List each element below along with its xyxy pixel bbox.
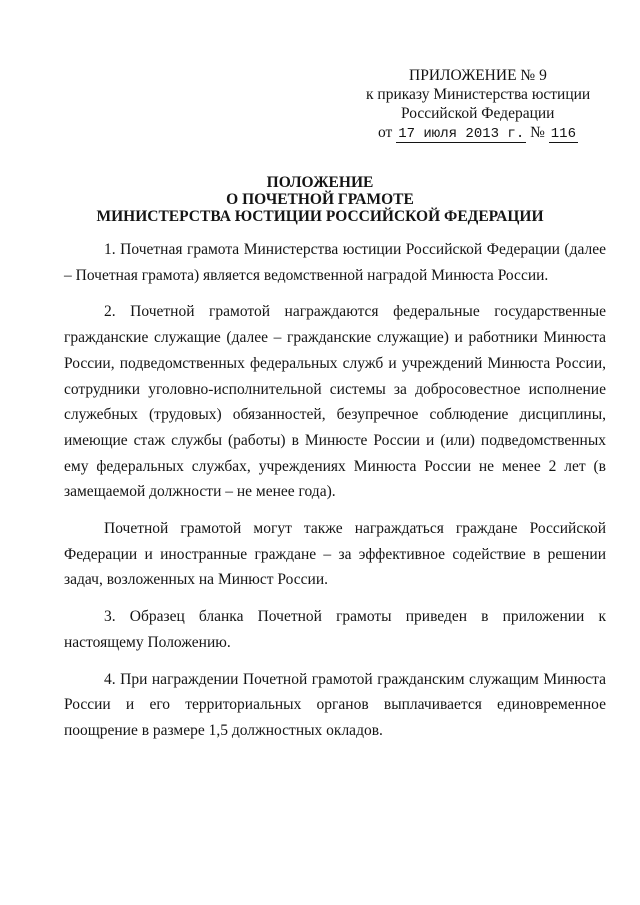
paragraph-2: 2. Почетной грамотой награждаются федеральные государственные гражданские служащие (далее – гражданские служащие) и работники Минюста России, подведомственных федеральных служб и учреждений Минюста России, сотрудники уголовно-исполнительной системы за добросовестное исполнение служебных (трудовых) обязанностей, безупречное соблюдение дисциплины, имеющие стаж службы (работы) в Минюсте России и (или) подведомственных ему федеральных службах, учреждениях Минюста России не менее 2 лет (в замещаемой должности – не менее года). bbox=[64, 303, 606, 501]
order-date: 17 июля 2013 г. bbox=[398, 126, 525, 142]
document-title bbox=[60, 174, 580, 225]
paragraph-1: 1. Почетная грамота Министерства юстиции Российской Федерации (далее – Почетная грамота) является ведомственной наградой Минюста России. bbox=[64, 241, 606, 284]
title-line-1: ПОЛОЖЕНИЕ bbox=[266, 174, 374, 191]
date-prefix: от bbox=[378, 124, 393, 141]
appendix-order-line: к приказу Министерства юстиции bbox=[366, 86, 591, 103]
document-body bbox=[64, 237, 606, 755]
appendix-date-line bbox=[366, 123, 616, 144]
title-line-2: О ПОЧЕТНОЙ ГРАМОТЕ bbox=[226, 191, 414, 208]
appendix-country-line: Российской Федерации bbox=[401, 105, 555, 122]
paragraph-2-continued: Почетной грамотой могут также награждаться граждане Российской Федерации и иностранные граждане – за эффективное содействие в решении задач, возложенных на Минюст России. bbox=[64, 520, 606, 589]
appendix-header bbox=[366, 66, 616, 144]
order-number: 116 bbox=[550, 126, 576, 142]
paragraph-3: 3. Образец бланка Почетной грамоты приведен в приложении к настоящему Положению. bbox=[64, 608, 606, 651]
appendix-label: ПРИЛОЖЕНИЕ № 9 bbox=[409, 67, 547, 84]
title-line-3: МИНИСТЕРСТВА ЮСТИЦИИ РОССИЙСКОЙ ФЕДЕРАЦИИ bbox=[96, 208, 544, 225]
paragraph-4: 4. При награждении Почетной грамотой гражданским служащим Минюста России и его территориальных органов выплачивается единовременное поощрение в размере 1,5 должностных окладов. bbox=[64, 670, 606, 739]
number-prefix: № bbox=[530, 124, 545, 141]
